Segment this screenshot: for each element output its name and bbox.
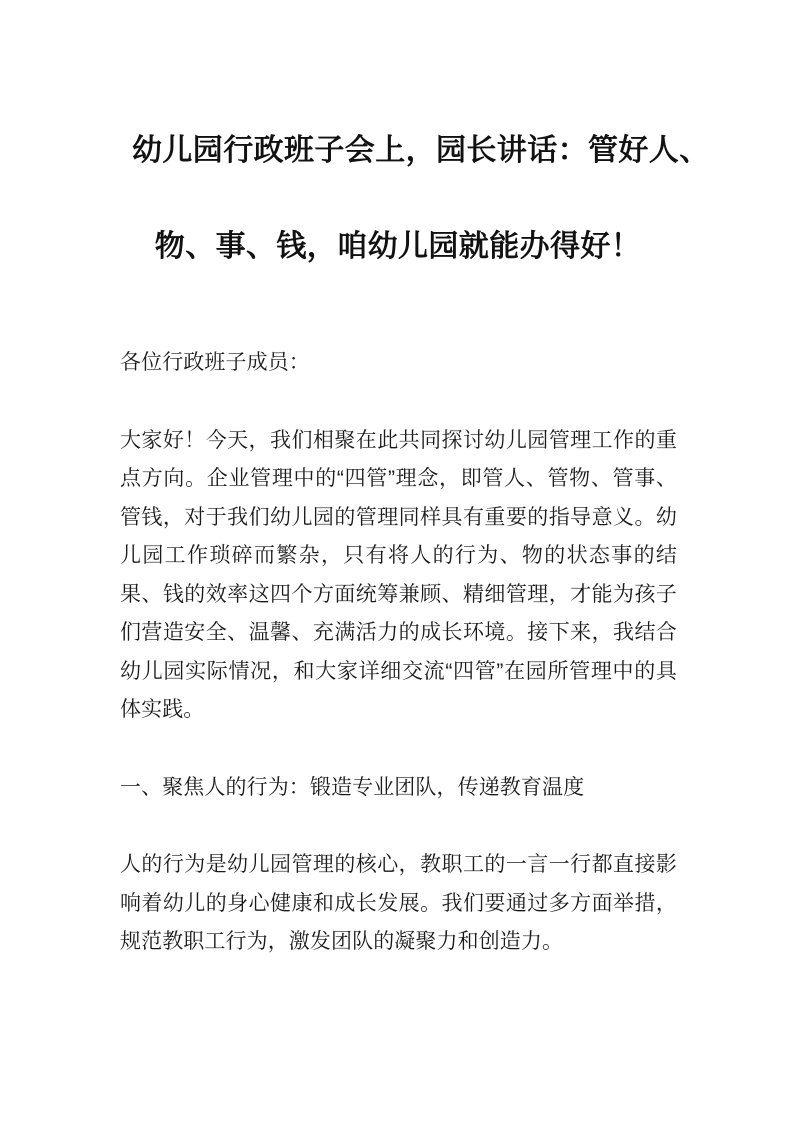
salutation-paragraph: 各位行政班子成员： [120, 351, 310, 374]
document-title-line-1: 幼儿园行政班子会上，园长讲话：管好人、 [132, 134, 710, 167]
intro-paragraph: 大家好！今天，我们相聚在此共同探讨幼儿园管理工作的重点方向。企业管理中的“四管”理念，即管人、管物、管事、管钱，对于我们幼儿园的管理同样具有重要的指导意义。幼儿园工作琐碎而繁杂，只有将人的行为、物的状态事的结果、钱的效率这四个方面统筹兼顾、精细管理，才能为孩子们营造安全、温馨、充满活力的成长环境。接下来，我结合幼儿园实际情况，和大家详细交流“四管”在园所管理中的具体实践。 [120, 428, 677, 721]
document-body [120, 344, 677, 962]
section-heading-1: 一、聚焦人的行为：锻造专业团队，传递教育温度 [120, 775, 585, 799]
document-title [118, 122, 710, 276]
document-title-line-2: 物、事、钱，咱幼儿园就能办得好！ [154, 230, 642, 263]
section-body-1: 人的行为是幼儿园管理的核心，教职工的一言一行都直接影响着幼儿的身心健康和成长发展。我们要通过多方面举措，规范教职工行为，激发团队的凝聚力和创造力。 [120, 853, 677, 953]
